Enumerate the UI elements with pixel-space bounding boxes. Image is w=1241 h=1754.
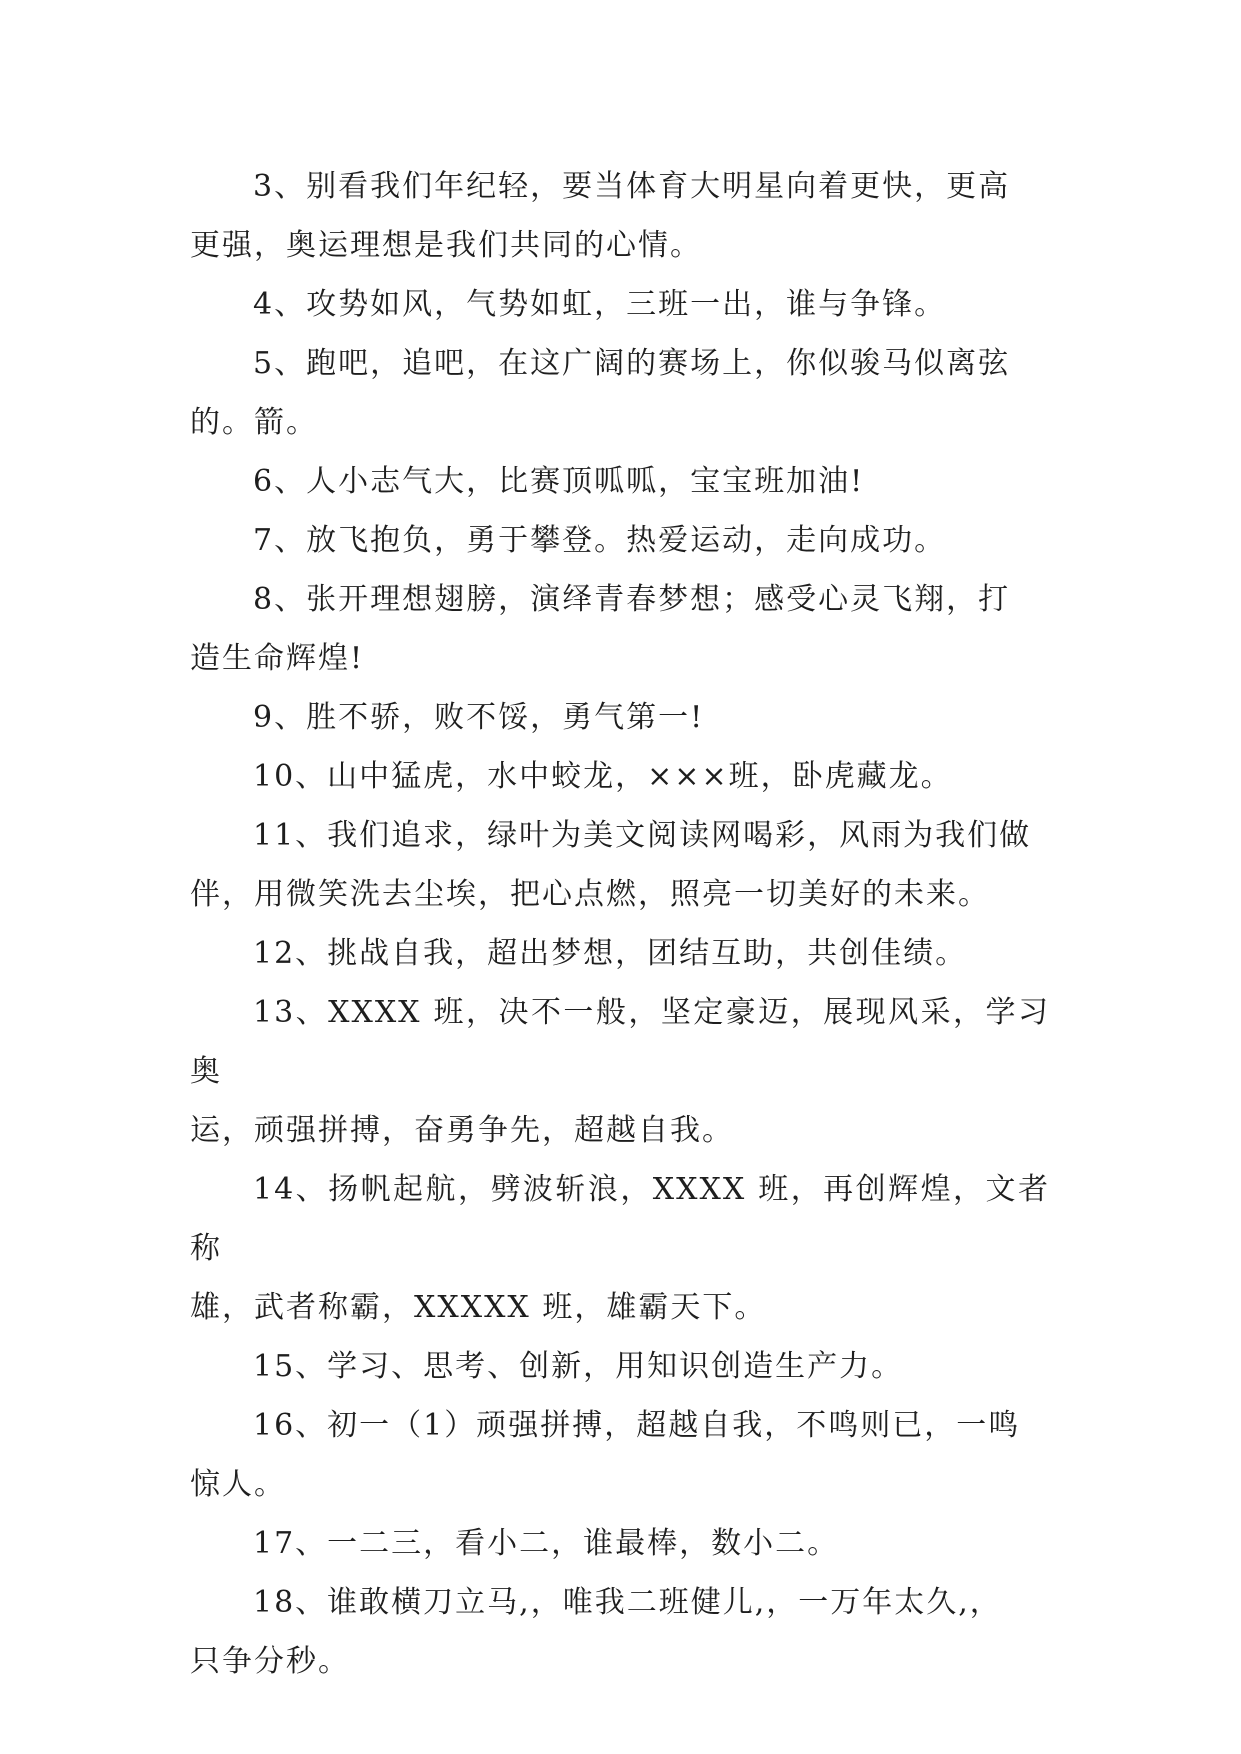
slogan-paragraph-11: 11、我们追求，绿叶为美文阅读网喝彩，风雨为我们做 伴，用微笑洗去尘埃，把心点燃，照亮一切美好的未来。 — [190, 818, 1032, 912]
slogan-paragraph-12: 12、挑战自我，超出梦想，团结互助，共创佳绩。 — [253, 936, 968, 971]
slogan-paragraph-10: 10、山中猛虎，水中蛟龙，×××班，卧虎藏龙。 — [253, 759, 953, 794]
document-body — [190, 157, 1050, 1691]
slogan-paragraph-14: 14、扬帆起航，劈波斩浪，XXXX 班，再创辉煌，文者称 雄，武者称霸，XXXXX 班，雄霸天下。 — [190, 1172, 1050, 1325]
slogan-paragraph-3: 3、别看我们年纪轻，要当体育大明星向着更快，更高 更强，奥运理想是我们共同的心情。 — [190, 169, 1011, 263]
slogan-paragraph-16: 16、初一（1）顽强拼搏，超越自我，不鸣则已，一鸣 惊人。 — [190, 1408, 1021, 1502]
slogan-paragraph-5: 5、跑吧，追吧，在这广阔的赛场上，你似骏马似离弦 的。箭。 — [190, 346, 1011, 440]
slogan-paragraph-18: 18、谁敢横刀立马,，唯我二班健儿,，一万年太久,， 只争分秒。 — [190, 1585, 1002, 1679]
slogan-paragraph-17: 17、一二三，看小二，谁最棒，数小二。 — [253, 1526, 840, 1561]
slogan-paragraph-6: 6、人小志气大，比赛顶呱呱，宝宝班加油! — [253, 464, 865, 499]
slogan-paragraph-7: 7、放飞抱负，勇于攀登。热爱运动，走向成功。 — [253, 523, 947, 558]
slogan-paragraph-13: 13、XXXX 班，决不一般，坚定豪迈，展现风采，学习奥 运，顽强拼搏，奋勇争先，超越自我。 — [190, 995, 1050, 1148]
slogan-paragraph-8: 8、张开理想翅膀，演绎青春梦想；感受心灵飞翔，打 造生命辉煌! — [190, 582, 1011, 676]
slogan-paragraph-4: 4、攻势如风，气势如虹，三班一出，谁与争锋。 — [253, 287, 947, 322]
slogan-paragraph-15: 15、学习、思考、创新，用知识创造生产力。 — [253, 1349, 904, 1384]
slogan-paragraph-9: 9、胜不骄，败不馁，勇气第一! — [253, 700, 705, 735]
